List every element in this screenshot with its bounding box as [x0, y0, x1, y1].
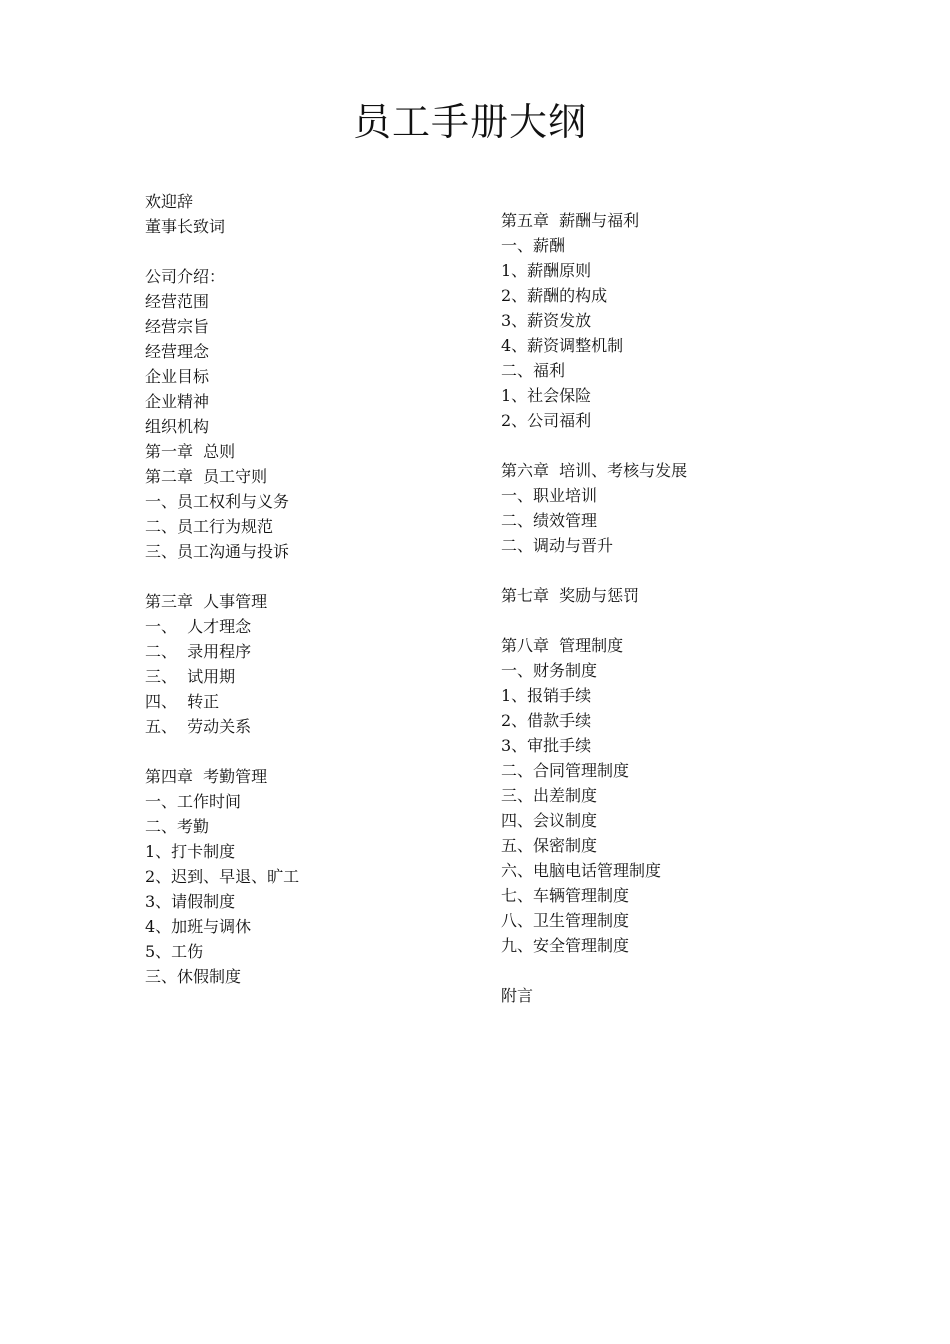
- outline-item: 1、薪酬原则: [501, 261, 592, 280]
- outline-item: 第八章 管理制度: [501, 636, 624, 655]
- outline-item: 附言: [501, 986, 534, 1005]
- outline-spacer: [501, 958, 841, 983]
- outline-item: 4、薪资调整机制: [501, 336, 624, 355]
- outline-item: 二、考勤: [145, 817, 210, 836]
- outline-item: 经营范围: [145, 292, 210, 311]
- outline-item: 组织机构: [145, 417, 210, 436]
- outline-item: 3、审批手续: [501, 736, 592, 755]
- outline-item: 企业目标: [145, 367, 210, 386]
- outline-item: 1、打卡制度: [145, 842, 236, 861]
- outline-item: 九、安全管理制度: [501, 936, 630, 955]
- outline-spacer: [501, 608, 841, 633]
- outline-item: 4、加班与调休: [145, 917, 252, 936]
- outline-item: 二、绩效管理: [501, 511, 598, 530]
- outline-item: 五、 劳动关系: [145, 717, 252, 736]
- outline-item: 第二章 员工守则: [145, 467, 268, 486]
- outline-item: 经营理念: [145, 342, 210, 361]
- outline-item: 三、休假制度: [145, 967, 242, 986]
- outline-item: 第七章 奖励与惩罚: [501, 586, 640, 605]
- outline-item: 2、迟到、早退、旷工: [145, 867, 300, 886]
- outline-item: 二、合同管理制度: [501, 761, 630, 780]
- outline-spacer: [145, 739, 485, 764]
- outline-spacer: [145, 239, 485, 264]
- outline-item: 七、车辆管理制度: [501, 886, 630, 905]
- outline-item: 第六章 培训、考核与发展: [501, 461, 688, 480]
- outline-item: 欢迎辞: [145, 192, 194, 211]
- outline-left-column: [145, 189, 485, 989]
- outline-item: 五、保密制度: [501, 836, 598, 855]
- page-title: 员工手册大纲: [352, 100, 587, 144]
- outline-item: 一、 人才理念: [145, 617, 252, 636]
- outline-item: 一、工作时间: [145, 792, 242, 811]
- outline-item: 1、社会保险: [501, 386, 592, 405]
- outline-item: 3、薪资发放: [501, 311, 592, 330]
- outline-right-column: [501, 208, 841, 1008]
- outline-item: 一、薪酬: [501, 236, 566, 255]
- outline-item: 三、员工沟通与投诉: [145, 542, 290, 561]
- outline-item: 公司介绍：: [145, 267, 226, 286]
- outline-item: 一、员工权利与义务: [145, 492, 290, 511]
- outline-item: 第四章 考勤管理: [145, 767, 268, 786]
- outline-spacer: [145, 564, 485, 589]
- outline-item: 三、 试用期: [145, 667, 236, 686]
- outline-item: 二、员工行为规范: [145, 517, 274, 536]
- outline-item: 3、请假制度: [145, 892, 236, 911]
- outline-item: 1、报销手续: [501, 686, 592, 705]
- outline-item: 一、财务制度: [501, 661, 598, 680]
- outline-item: 2、公司福利: [501, 411, 592, 430]
- outline-item: 三、出差制度: [501, 786, 598, 805]
- outline-item: 二、 录用程序: [145, 642, 252, 661]
- outline-item: 二、福利: [501, 361, 566, 380]
- outline-item: 第一章 总则: [145, 442, 236, 461]
- outline-item: 六、电脑电话管理制度: [501, 861, 662, 880]
- outline-item: 2、薪酬的构成: [501, 286, 608, 305]
- outline-item: 二、调动与晋升: [501, 536, 614, 555]
- outline-item: 四、会议制度: [501, 811, 598, 830]
- outline-spacer: [501, 558, 841, 583]
- outline-spacer: [501, 433, 841, 458]
- outline-item: 5、工伤: [145, 942, 204, 961]
- outline-item: 四、 转正: [145, 692, 220, 711]
- outline-item: 经营宗旨: [145, 317, 210, 336]
- outline-item: 董事长致词: [145, 217, 226, 236]
- outline-item: 第五章 薪酬与福利: [501, 211, 640, 230]
- outline-item: 2、借款手续: [501, 711, 592, 730]
- outline-item: 一、职业培训: [501, 486, 598, 505]
- outline-item: 八、卫生管理制度: [501, 911, 630, 930]
- outline-item: 企业精神: [145, 392, 210, 411]
- outline-item: 第三章 人事管理: [145, 592, 268, 611]
